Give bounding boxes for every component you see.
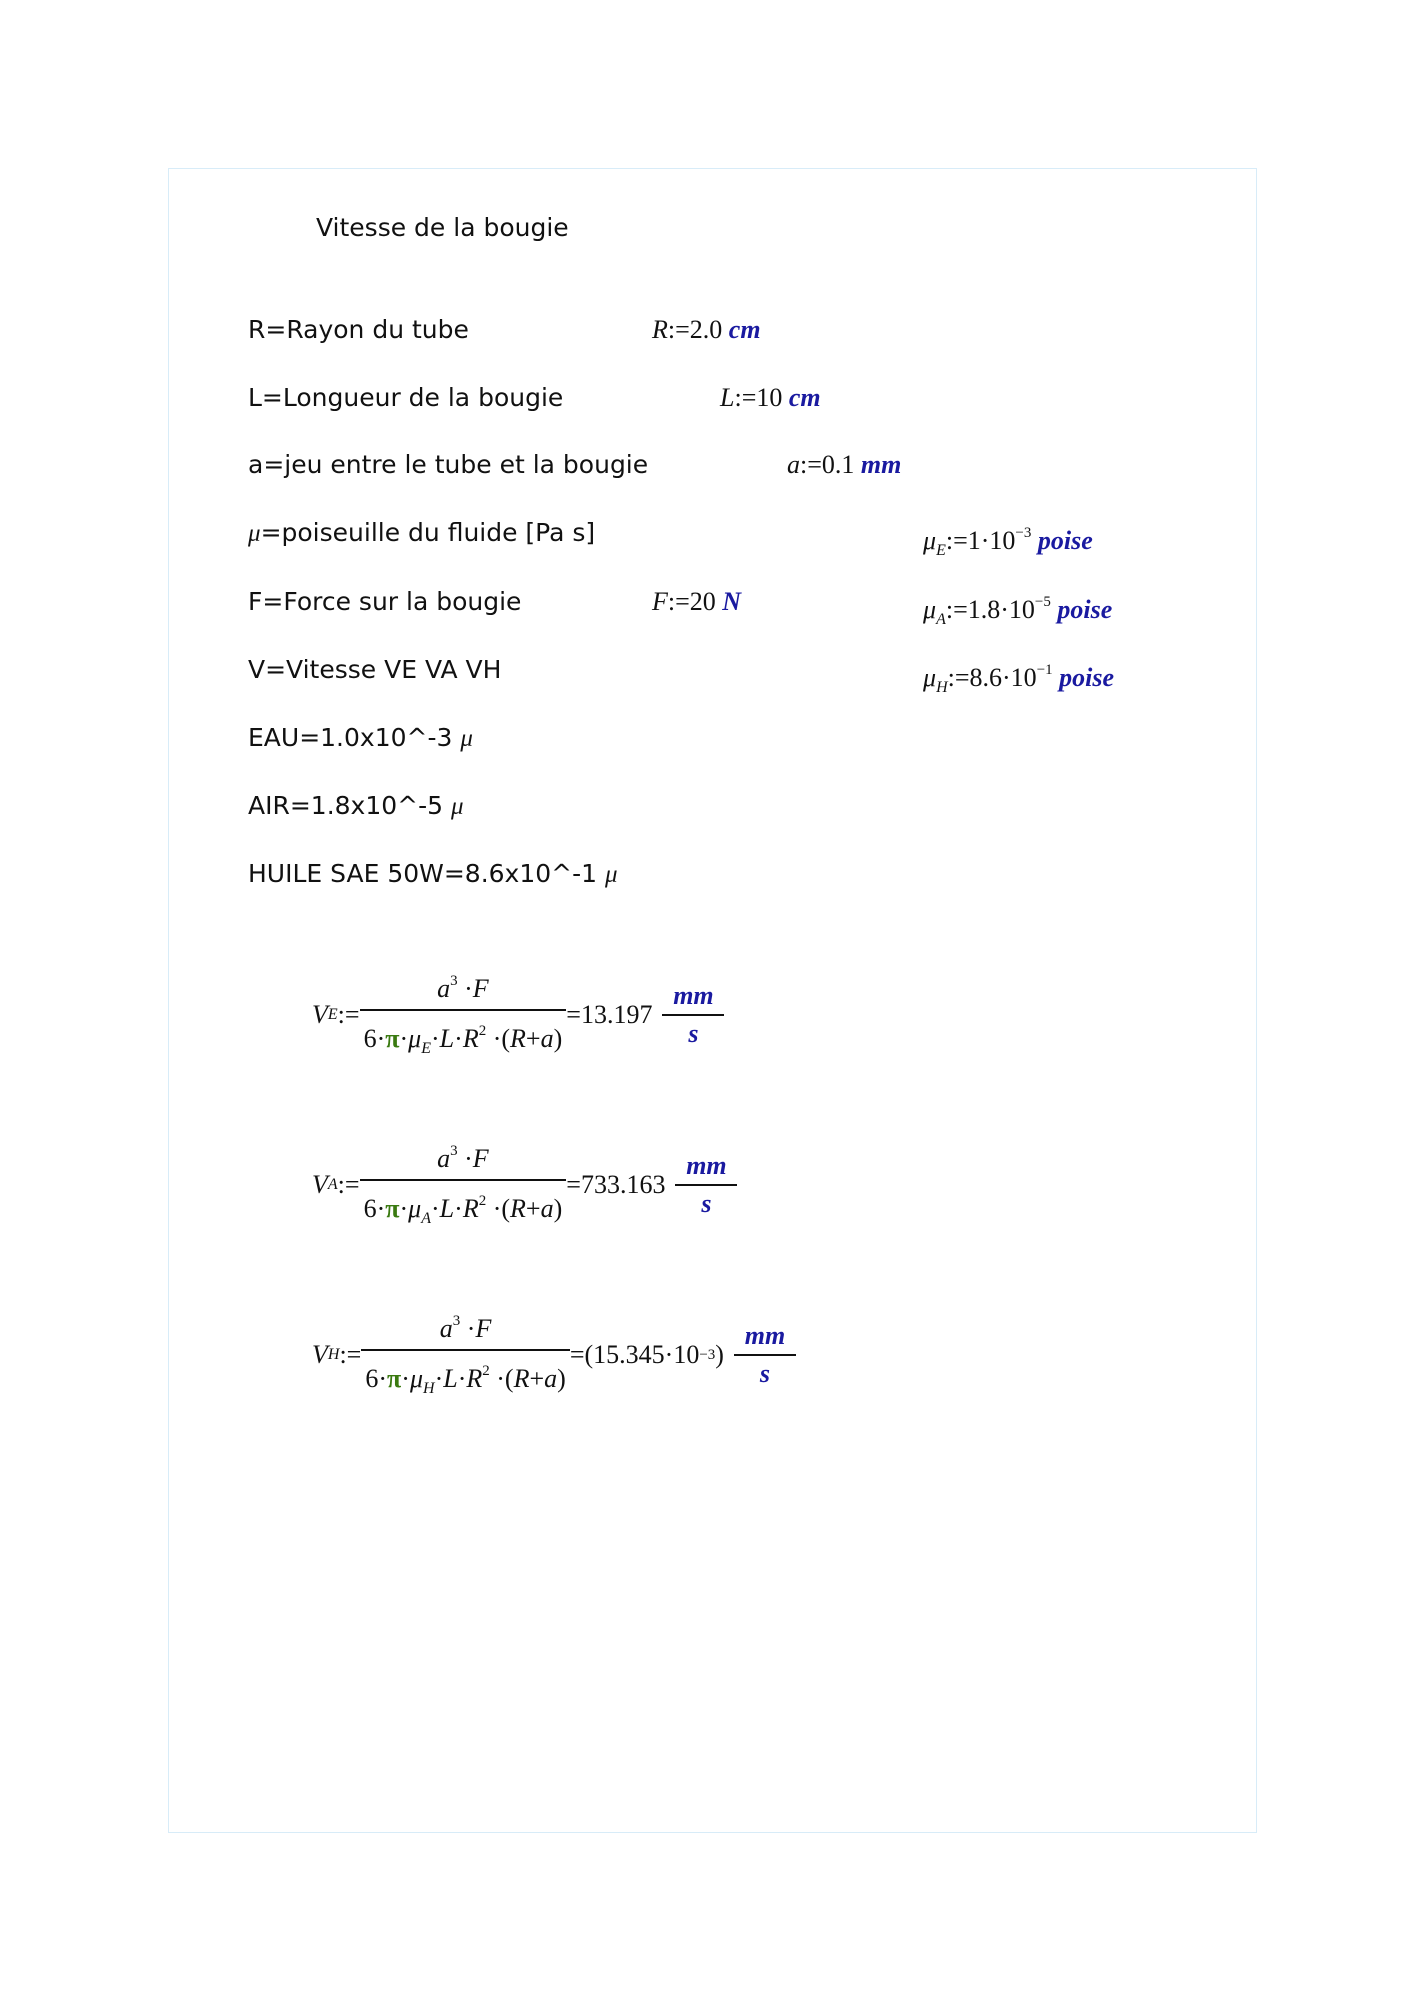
definition-mu [248,517,595,550]
sub: A [421,1210,431,1227]
mu-symbol: μ [460,725,473,752]
unit [675,1150,737,1220]
definition-air [248,790,464,823]
value: 2.0 [689,315,723,344]
unit [734,1320,796,1390]
sym: L [720,383,735,412]
unit: cm [728,315,761,344]
air-text: AIR=1.8x10^-5 [248,791,444,820]
sym: R [652,315,668,344]
sub: H [936,679,948,696]
mantissa: 8.6 [969,663,1003,692]
fraction: $\frac{a^3 \cdot F}{6\cdot\pi\cdot\mu_H\cdot L\cdot R^2 \cdot(R+a)}$ [361,1305,569,1405]
sym: a [787,450,800,479]
definition-f: F=Force sur la bougie [248,587,522,616]
op: := [734,383,757,412]
mu-symbol: μ [605,861,618,888]
assign-mu-a[interactable]: $\mu_A:=1.8\cdot 10^{-5}$ poise [923,594,1113,628]
sub: E [421,1040,431,1057]
formula-ve[interactable]: V E := $\frac{a^3 \cdot F}{6\cdot\pi\cdot\mu_E\cdot L\cdot R^2 \cdot(R+a)}$ = 13.197 $\frac{mm}{s}$ [312,965,724,1065]
result-exp: −3 [699,1347,716,1363]
result-close: ) [715,1340,724,1369]
mu: μ [923,526,937,555]
assign-mu-h[interactable]: $\mu_H:=8.6\cdot 10^{-1}$ poise [923,662,1115,696]
assign-l[interactable] [720,382,821,414]
unit [662,980,724,1050]
assign-r[interactable] [652,314,761,346]
eau-text: EAU=1.0x10^-3 [248,723,453,752]
value: 0.1 [821,450,855,479]
value: 20 [689,587,716,616]
definition-a: a=jeu entre le tube et la bougie [248,450,649,479]
definition-huile [248,858,618,891]
definition-v: V=Vitesse VE VA VH [248,655,502,684]
page-title: Vitesse de la bougie [316,213,569,242]
mu-symbol: μ [451,793,464,820]
formula-vh[interactable]: V H := $\frac{a^3 \cdot F}{6\cdot\pi\cdot\mu_H\cdot L\cdot R^2 \cdot(R+a)}$ = (15.345·10 −3 ) $\frac{mm}{s}$ [312,1305,796,1405]
unit: mm [860,450,902,479]
unit: poise [1037,526,1093,555]
huile-text: HUILE SAE 50W=8.6x10^-1 [248,859,598,888]
sub: H [327,1346,340,1363]
definition-eau [248,722,473,755]
mantissa: 1 [967,526,981,555]
sub: A [936,611,946,628]
exp: −1 [1036,662,1053,678]
mu: μ [923,595,937,624]
unit-num: mm [673,981,714,1010]
unit-den: s [734,1354,796,1390]
unit: poise [1057,595,1113,624]
definition-l: L=Longueur de la bougie [248,383,564,412]
assign-mu-e[interactable]: $\mu_E:=1\cdot 10^{-3}$ poise [923,525,1093,559]
unit-den: s [675,1184,737,1220]
formula-va[interactable]: V A := $\frac{a^3 \cdot F}{6\cdot\pi\cdot\mu_A\cdot L\cdot R^2 \cdot(R+a)}$ = 733.163 $\frac{mm}{s}$ [312,1135,737,1235]
result: 13.197 [580,1000,653,1029]
unit: poise [1059,663,1115,692]
sub: A [327,1176,338,1193]
result: (15.345·10 [584,1340,700,1369]
unit-num: mm [744,1321,786,1350]
sub: H [423,1380,435,1397]
sub: E [936,542,946,559]
unit: cm [788,383,821,412]
sym: F [652,587,668,616]
op: := [800,450,822,479]
value: 10 [756,383,783,412]
assign-a[interactable] [787,449,901,481]
exp: −3 [1015,525,1032,541]
unit-num: mm [686,1151,727,1180]
fraction: $\frac{a^3 \cdot F}{6\cdot\pi\cdot\mu_A\cdot L\cdot R^2 \cdot(R+a)}$ [360,1135,567,1235]
assign-f[interactable] [652,586,741,618]
result: 733.163 [580,1170,666,1199]
mu-symbol: μ [248,520,261,547]
mantissa: 1.8 [967,595,1001,624]
op: := [667,587,690,616]
unit-den: s [662,1014,724,1050]
mu: μ [923,663,937,692]
fraction: $\frac{a^3 \cdot F}{6\cdot\pi\cdot\mu_E\cdot L\cdot R^2 \cdot(R+a)}$ [360,965,567,1065]
definition-mu-text: =poiseuille du fluide [Pa s] [260,518,596,547]
unit: N [722,587,742,616]
exp: −5 [1034,594,1051,610]
definition-r: R=Rayon du tube [248,315,469,344]
op: := [667,315,690,344]
sub: E [327,1006,338,1023]
